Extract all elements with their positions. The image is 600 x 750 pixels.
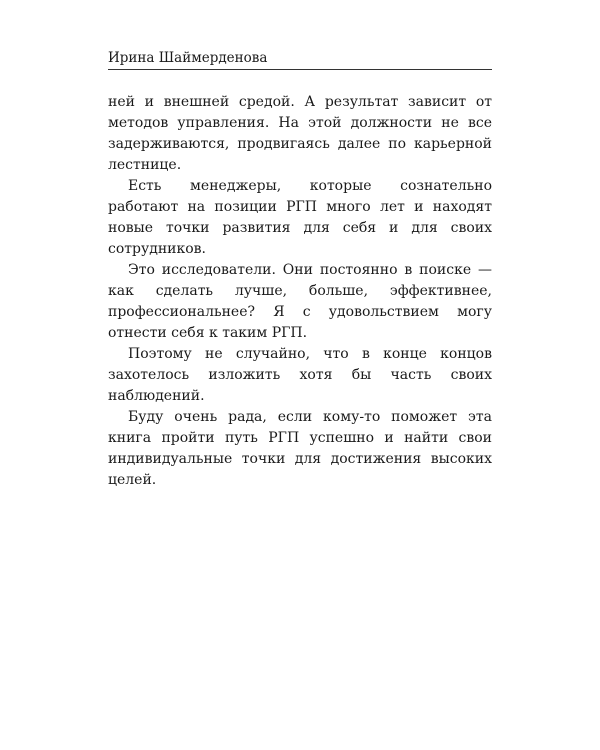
paragraph: Буду очень рада, если кому-то поможет эта книга пройти путь РГП успешно и найти свои индивидуальные точки для достижения высоких целей. (108, 409, 492, 488)
running-header-author: Ирина Шаймерденова (108, 50, 492, 70)
paragraph-continued: ней и внешней средой. А результат зависит от методов управления. На этой должности не все задерживаются, продвигаясь далее по карьерной лестнице. (108, 94, 492, 173)
paragraph: Поэтому не случайно, что в конце концов захотелось изложить хотя бы часть своих наблюдений. (108, 346, 492, 404)
body-text (108, 92, 492, 491)
paragraph: Есть менеджеры, которые сознательно работают на позиции РГП много лет и находят новые точки развития для себя и для своих сотрудников. (108, 178, 492, 257)
paragraph: Это исследователи. Они постоянно в поиске — как сделать лучше, больше, эффективнее, профессиональнее? Я с удовольствием могу отнести себя к таким РГП. (108, 262, 492, 341)
